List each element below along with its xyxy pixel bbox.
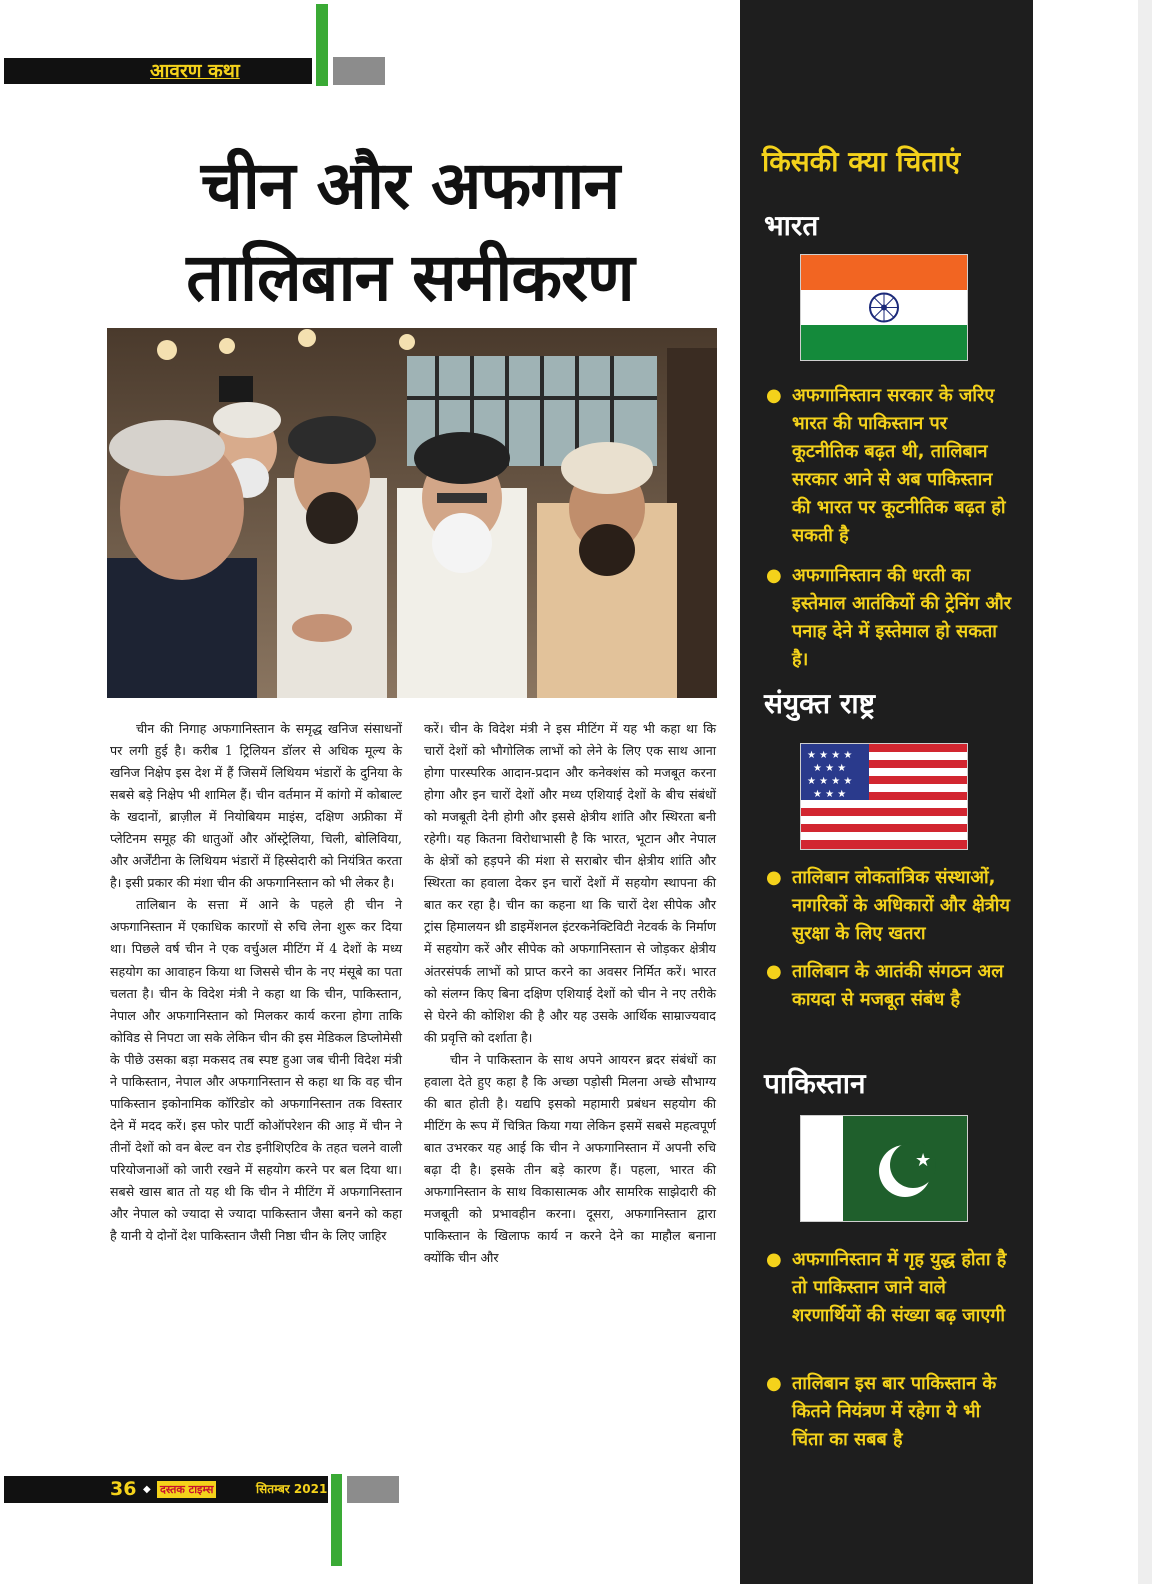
page-number: 36 [110,1478,137,1500]
bullet-text: तालिबान इस बार पाकिस्तान के कितने नियंत्रण में रहेगा ये भी चिंता का सबब है [792,1373,997,1450]
magazine-logo: दस्तक टाइम्स [157,1481,216,1498]
footer-separator-icon: ◆ [143,1484,151,1495]
footer-green-accent [331,1474,342,1566]
header-green-accent [316,4,328,86]
bullet-text: तालिबान लोकतांत्रिक संस्थाओं, नागरिकों के अधिकारों और क्षेत्रीय सुरक्षा के लिए खतरा [792,867,1010,944]
page-edge [1138,0,1152,1584]
headline-line-2: तालिबान समीकरण [186,239,634,316]
bullet-icon: ● [766,961,782,982]
bullet-icon: ● [766,565,782,586]
bullet-text: अफगानिस्तान की धरती का इस्तेमाल आतंकियों की ट्रेनिंग और पनाह देने में इस्तेमाल हो सकता है। [792,565,1012,670]
article-photo [107,328,717,698]
us-flag-icon [800,743,968,850]
sidebar-bullet [766,562,1016,674]
svg-text:★ ★ ★ ★: ★ ★ ★ ★ [807,776,853,787]
article-column-2 [424,718,716,1269]
section-label: आवरण कथा [150,60,240,82]
header-grey-accent [333,57,385,85]
article-paragraph: चीन ने पाकिस्तान के साथ अपने आयरन ब्रदर संबंधों का हवाला देते हुए कहा है कि अच्छा पड़ोसी मिलना अच्छे सौभाग्य की बात होती है। यद्यपि इसको महामारी प्रबंधन सहयोग की मीटिंग के रूप में चित्रित किया गया लेकिन इसमें सबसे महत्वपूर्ण बात उभरकर यह आई कि चीन ने अफगानिस्तान में अपनी रुचि बढ़ा दी है। इसके तीन बड़े कारण हैं। पहला, भारत की अफगानिस्तान के साथ विकासात्मक और सामरिक साझेदारी की मजबूती को प्रभावहीन करना। दूसरा, अफगानिस्तान द्वारा पाकिस्तान के खिलाफ कार्य न करने देने का माहौल बनाना क्योंकि चीन और [424,1051,716,1266]
sidebar-bullet [766,958,1016,1014]
bullet-text: अफगानिस्तान सरकार के जरिए भारत की पाकिस्तान पर कूटनीतिक बढ़त थी, तालिबान सरकार आने से अब पाकिस्तान की भारत पर कूटनीतिक बढ़त हो सकती है [792,385,1006,546]
issue-date: सितम्बर 2021 [256,1482,328,1496]
headline-line-1: चीन और अफगान [200,147,620,224]
svg-text:★: ★ [915,1150,932,1171]
svg-text:★ ★ ★ ★: ★ ★ ★ ★ [807,750,853,761]
svg-text:★ ★ ★: ★ ★ ★ [813,763,847,774]
bullet-icon: ● [766,867,782,888]
headline [110,140,710,324]
sidebar-bullet [766,864,1016,948]
country-heading-pakistan: पाकिस्तान [764,1067,866,1100]
svg-text:★ ★ ★: ★ ★ ★ [813,789,847,800]
bullet-text: अफगानिस्तान में गृह युद्ध होता है तो पाकिस्तान जाने वाले शरणार्थियों की संख्या बढ़ जाएगी [792,1249,1007,1326]
bullet-icon: ● [766,1249,782,1270]
bullet-icon: ● [766,1373,782,1394]
bullet-text: तालिबान के आतंकी संगठन अल कायदा से मजबूत संबंध है [792,961,1004,1010]
sidebar-bullet [766,1246,1016,1330]
article-paragraph: करें। चीन के विदेश मंत्री ने इस मीटिंग में यह भी कहा था कि चारों देशों को भौगोलिक लाभों को लेने के लिए एक साथ आना होगा पारस्परिक आदान-प्रदान और कनेक्शंस को मजबूत करना होगा और इन चारों देशों और मध्य एशियाई देशों के बीच संबंधों को मजबूती देनी होगी और इससे क्षेत्रीय शांति और स्थिरता बनी रहेगी। यह कितना विरोधाभासी है कि भारत, भूटान और नेपाल के क्षेत्रों को हड़पने की मंशा से सराबोर चीन क्षेत्रीय शांति और स्थिरता का हवाला देकर इन चारों देशों में सहयोग स्थापना की बात कर रहा है। चीन का कहना था कि चारों देश सीपेक और ट्रांस हिमालयन थ्री डाइमेंशनल इंटरकनेक्टिविटी नेटवर्क के निर्माण में सहयोग करें और सीपेक को अफगानिस्तान से जोड़कर क्षेत्रीय अंतरसंपर्क लाभों को प्राप्त करने का अवसर निर्मित करें। भारत को संलग्न किए बिना दक्षिण एशियाई देशों को चीन ने नए तरीके से घेरने की कोशिश की है और यह उसके आर्थिक साम्राज्यवाद की प्रवृत्ति को दर्शाता है। [424,721,716,1045]
india-flag-icon [800,254,968,361]
sidebar-title: किसकी क्या चिताएं [762,145,961,178]
article-paragraph: चीन की निगाह अफगानिस्तान के समृद्ध खनिज संसाधनों पर लगी हुई है। करीब 1 ट्रिलियन डॉलर से अधिक मूल्य के खनिज निक्षेप इस देश में हैं जिसमें लिथियम भंडारों के दुनिया के सबसे बड़े निक्षेप भी शामिल हैं। चीन वर्तमान में कांगो में कोबाल्ट के खदानों, ब्राज़ील में नियोबियम माइंस, दक्षिण अफ्रीका में प्लेटिनम समूह की धातुओं और ऑस्ट्रेलिया, चिली, बोलिविया, और अर्जेंटीना के लिथियम भंडारों में हिस्सेदारी को नियंत्रित करता है। इसी प्रकार की मंशा चीन की अफगानिस्तान को भी लेकर है। [110,721,402,891]
article-column-1 [110,718,402,1247]
footer-grey-accent [347,1476,399,1503]
bullet-icon: ● [766,385,782,406]
country-heading-un: संयुक्त राष्ट्र [764,687,875,720]
article-paragraph: तालिबान के सत्ता में आने के पहले ही चीन ने अफगानिस्तान में एकाधिक कारणों से रुचि लेना शुरू कर दिया था। पिछले वर्ष चीन ने एक वर्चुअल मीटिंग में 4 देशों के मध्य सहयोग का आवाहन किया था जिससे चीन के नए मंसूबे का पता चलता है। चीन के विदेश मंत्री ने कहा था कि चीन, पाकिस्तान, नेपाल और अफगानिस्तान को मिलकर कार्य करना होगा ताकि कोविड से निपटा जा सके लेकिन चीन की इस मेडिकल डिप्लोमेसी के पीछे उसका बड़ा मकसद तब स्पष्ट हुआ जब चीनी विदेश मंत्री ने पाकिस्तान, नेपाल और अफगानिस्तान से कहा था कि वह चीन पाकिस्तान इकोनामिक कॉरिडोर को अफगानिस्तान तक विस्तार देने में मदद करें। इस फोर पार्टी कोऑपरेशन की आड़ में चीन ने तीनों देशों को वन बेल्ट वन रोड इनीशिएटिव के तहत चलने वाली परियोजनाओं को जारी रखने में सहयोग करने पर बल दिया था। सबसे खास बात तो यह थी कि चीन ने मीटिंग में अफगानिस्तान और नेपाल को ज्यादा से ज्यादा पाकिस्तान जैसा बनने को कहा है यानी ये दोनों देश पाकिस्तान जैसी निष्ठा चीन के लिए जाहिर [110,897,402,1244]
country-heading-india: भारत [764,209,819,242]
photo-illustration [107,328,717,698]
sidebar-bullet [766,1370,1016,1454]
sidebar-bullet [766,382,1016,550]
pakistan-flag-icon [800,1115,968,1222]
